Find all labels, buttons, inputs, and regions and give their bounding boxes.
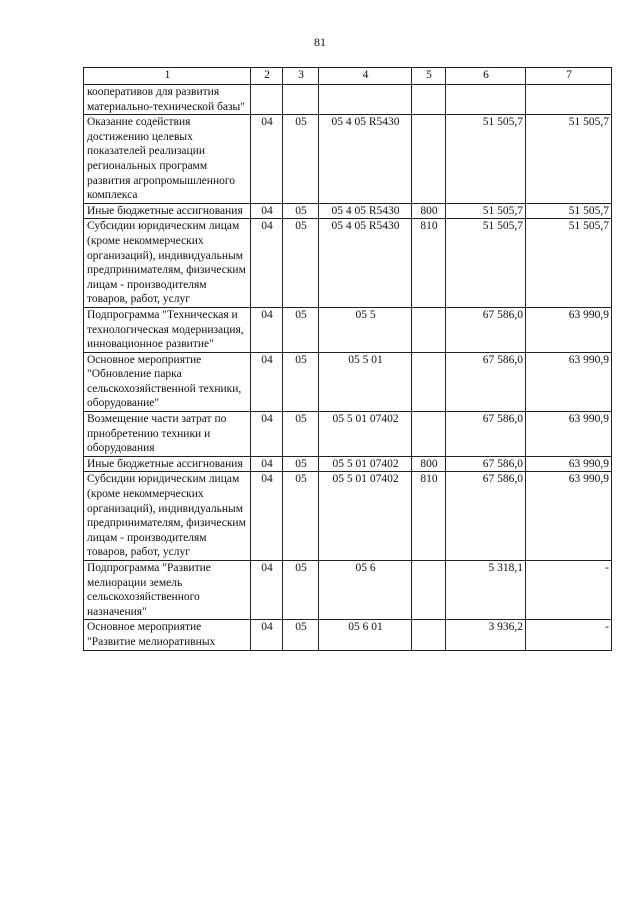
budget-table (83, 67, 612, 651)
amount-year2-cell: 63 990,9 (526, 307, 612, 352)
expense-type-cell (412, 85, 446, 115)
column-header-1: 1 (84, 68, 251, 85)
amount-year2-cell: - (526, 561, 612, 620)
row-name-cell: Основное мероприятие "Обновление парка сельскохозяйственной техники, оборудование" (84, 352, 251, 411)
amount-year1-cell: 67 586,0 (446, 352, 526, 411)
target-article-cell: 05 6 01 (319, 620, 412, 650)
amount-year1-cell: 67 586,0 (446, 412, 526, 457)
subsection-code-cell: 05 (283, 203, 319, 219)
table-row (84, 115, 612, 204)
row-name-cell: Подпрограмма "Развитие мелиорации земель сельскохозяйственного назначения" (84, 561, 251, 620)
row-name-cell: Субсидии юридическим лицам (кроме некоммерческих организаций), индивидуальным предпринимателям, физическим лицам - производителям товаров, работ, услуг (84, 219, 251, 308)
amount-year2-cell (526, 85, 612, 115)
amount-year1-cell: 51 505,7 (446, 115, 526, 204)
section-code-cell: 04 (251, 203, 283, 219)
row-name-cell: Возмещение части затрат по приобретению техники и оборудования (84, 412, 251, 457)
row-name-cell: Субсидии юридическим лицам (кроме некоммерческих организаций), индивидуальным предпринимателям, физическим лицам - производителям товаров, работ, услуг (84, 472, 251, 561)
target-article-cell: 05 4 05 R5430 (319, 203, 412, 219)
row-name-cell: Иные бюджетные ассигнования (84, 456, 251, 472)
table-body (84, 85, 612, 651)
target-article-cell: 05 4 05 R5430 (319, 115, 412, 204)
section-code-cell: 04 (251, 620, 283, 650)
subsection-code-cell: 05 (283, 472, 319, 561)
amount-year1-cell (446, 85, 526, 115)
row-name-cell: Подпрограмма "Техническая и технологическая модернизация, инновационное развитие" (84, 307, 251, 352)
section-code-cell: 04 (251, 456, 283, 472)
column-header-3: 3 (283, 68, 319, 85)
amount-year2-cell: 63 990,9 (526, 456, 612, 472)
expense-type-cell (412, 307, 446, 352)
amount-year2-cell: 63 990,9 (526, 352, 612, 411)
column-header-5: 5 (412, 68, 446, 85)
target-article-cell: 05 5 (319, 307, 412, 352)
subsection-code-cell: 05 (283, 219, 319, 308)
table-row (84, 203, 612, 219)
expense-type-cell (412, 352, 446, 411)
row-name-cell: Основное мероприятие "Развитие мелиоративных (84, 620, 251, 650)
subsection-code-cell: 05 (283, 620, 319, 650)
expense-type-cell (412, 115, 446, 204)
section-code-cell: 04 (251, 219, 283, 308)
target-article-cell: 05 5 01 07402 (319, 456, 412, 472)
amount-year1-cell: 67 586,0 (446, 472, 526, 561)
row-name-cell: Оказание содействия достижению целевых показателей реализации региональных программ развития агропромышленного комплекса (84, 115, 251, 204)
amount-year2-cell: - (526, 620, 612, 650)
column-header-7: 7 (526, 68, 612, 85)
table-row (84, 412, 612, 457)
subsection-code-cell: 05 (283, 307, 319, 352)
table-row (84, 456, 612, 472)
column-header-6: 6 (446, 68, 526, 85)
target-article-cell: 05 5 01 07402 (319, 472, 412, 561)
section-code-cell: 04 (251, 472, 283, 561)
target-article-cell: 05 6 (319, 561, 412, 620)
expense-type-cell: 810 (412, 219, 446, 308)
table-row (84, 561, 612, 620)
amount-year1-cell: 67 586,0 (446, 307, 526, 352)
expense-type-cell: 800 (412, 203, 446, 219)
table-row (84, 219, 612, 308)
column-header-4: 4 (319, 68, 412, 85)
target-article-cell: 05 5 01 07402 (319, 412, 412, 457)
expense-type-cell (412, 620, 446, 650)
amount-year1-cell: 3 936,2 (446, 620, 526, 650)
table-row (84, 620, 612, 650)
amount-year2-cell: 63 990,9 (526, 472, 612, 561)
target-article-cell: 05 5 01 (319, 352, 412, 411)
subsection-code-cell: 05 (283, 412, 319, 457)
target-article-cell (319, 85, 412, 115)
subsection-code-cell: 05 (283, 115, 319, 204)
row-name-cell: кооперативов для развития материально-технической базы" (84, 85, 251, 115)
target-article-cell: 05 4 05 R5430 (319, 219, 412, 308)
section-code-cell: 04 (251, 412, 283, 457)
table-row (84, 472, 612, 561)
table-row (84, 307, 612, 352)
section-code-cell: 04 (251, 352, 283, 411)
expense-type-cell: 800 (412, 456, 446, 472)
expense-type-cell (412, 561, 446, 620)
subsection-code-cell: 05 (283, 352, 319, 411)
amount-year1-cell: 51 505,7 (446, 219, 526, 308)
section-code-cell: 04 (251, 561, 283, 620)
column-header-2: 2 (251, 68, 283, 85)
subsection-code-cell: 05 (283, 456, 319, 472)
header-row (84, 68, 612, 85)
section-code-cell: 04 (251, 307, 283, 352)
row-name-cell: Иные бюджетные ассигнования (84, 203, 251, 219)
page-number: 81 (314, 35, 326, 49)
amount-year2-cell: 63 990,9 (526, 412, 612, 457)
subsection-code-cell: 05 (283, 561, 319, 620)
amount-year1-cell: 51 505,7 (446, 203, 526, 219)
table-row (84, 85, 612, 115)
expense-type-cell (412, 412, 446, 457)
amount-year2-cell: 51 505,7 (526, 203, 612, 219)
section-code-cell: 04 (251, 115, 283, 204)
subsection-code-cell (283, 85, 319, 115)
table-row (84, 352, 612, 411)
amount-year2-cell: 51 505,7 (526, 219, 612, 308)
section-code-cell (251, 85, 283, 115)
expense-type-cell: 810 (412, 472, 446, 561)
amount-year1-cell: 5 318,1 (446, 561, 526, 620)
amount-year2-cell: 51 505,7 (526, 115, 612, 204)
amount-year1-cell: 67 586,0 (446, 456, 526, 472)
